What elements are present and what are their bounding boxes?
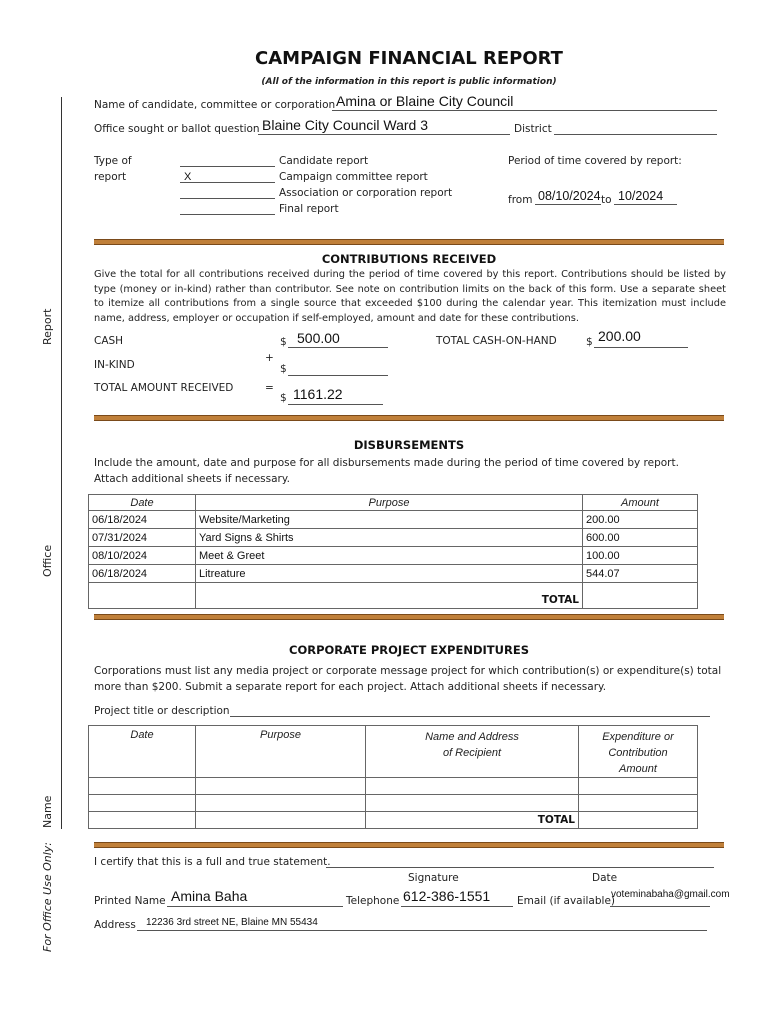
printed-name-field[interactable] [167, 906, 343, 907]
report-type-label-2: report [94, 171, 127, 183]
email-label: Email (if available) [517, 895, 616, 907]
disbursement-purpose[interactable]: Meet & Greet [196, 547, 583, 565]
disbursement-purpose[interactable]: Litreature [196, 565, 583, 583]
section-divider [94, 415, 724, 421]
district-label: District [514, 123, 552, 135]
corporate-date-cell[interactable] [89, 795, 196, 812]
signature-label: Signature [408, 872, 459, 884]
corporate-purpose-cell[interactable] [196, 795, 366, 812]
disbursement-amount[interactable]: 100.00 [583, 547, 698, 565]
telephone-value: 612-386-1551 [403, 888, 491, 904]
report-type-mark: X [184, 171, 192, 183]
report-type-option: Candidate report [279, 155, 369, 167]
office-sought-field[interactable] [258, 134, 510, 135]
empty-cell [196, 812, 366, 829]
corporate-amount-cell[interactable] [579, 795, 698, 812]
inkind-field[interactable] [288, 375, 388, 376]
signature-field[interactable] [326, 867, 714, 868]
disbursement-date[interactable]: 06/18/2024 [89, 511, 196, 529]
disbursement-date[interactable]: 07/31/2024 [89, 529, 196, 547]
cash-on-hand-field[interactable] [594, 347, 688, 348]
cash-on-hand-dollar: $ [586, 336, 593, 348]
cash-value: 500.00 [297, 330, 340, 346]
office-sought-label: Office sought or ballot question [94, 123, 260, 135]
period-to-label: to [601, 194, 612, 206]
disbursement-amount[interactable]: 200.00 [583, 511, 698, 529]
period-from-field[interactable] [535, 204, 601, 205]
project-title-field[interactable] [230, 716, 710, 717]
table-row [89, 565, 698, 583]
period-from-label: from [508, 194, 533, 206]
page-title: CAMPAIGN FINANCIAL REPORT [255, 48, 563, 69]
column-header-date: Date [89, 495, 196, 511]
telephone-label: Telephone [346, 895, 400, 907]
office-sought-value: Blaine City Council Ward 3 [262, 117, 428, 133]
disbursements-total-label: TOTAL [196, 583, 583, 609]
corporate-total-value[interactable] [579, 812, 698, 829]
page-subtitle: (All of the information in this report is public information) [261, 77, 557, 87]
period-from-value: 08/10/2024 [538, 189, 601, 203]
amount-header-line: Contribution [608, 747, 668, 759]
disbursements-heading: DISBURSEMENTS [353, 438, 465, 452]
total-received-value: 1161.22 [293, 386, 343, 402]
office-use-report-label: Report [41, 308, 54, 345]
certification-statement: I certify that this is a full and true statement. [94, 856, 331, 868]
total-received-field[interactable] [288, 404, 383, 405]
amount-header-line: Expenditure or [602, 731, 674, 743]
corporate-total-label: TOTAL [366, 812, 579, 829]
column-header-purpose: Purpose [196, 495, 583, 511]
office-use-title: For Office Use Only: [41, 842, 54, 952]
corporate-date-cell[interactable] [89, 778, 196, 795]
disbursement-purpose[interactable]: Yard Signs & Shirts [196, 529, 583, 547]
total-dollar: $ [280, 392, 287, 404]
report-type-label-1: Type of [94, 155, 132, 167]
report-type-checkbox[interactable] [180, 182, 275, 183]
report-type-checkbox[interactable] [180, 198, 275, 199]
corporate-table [88, 725, 698, 829]
column-header-purpose: Purpose [196, 726, 366, 778]
address-field[interactable] [137, 930, 707, 931]
corporate-recipient-cell[interactable] [366, 795, 579, 812]
cash-on-hand-label: TOTAL CASH-ON-HAND [436, 335, 557, 347]
table-row [89, 529, 698, 547]
candidate-name-value: Amina or Blaine City Council [336, 93, 514, 109]
period-to-value: 10/2024 [618, 189, 664, 203]
date-label: Date [592, 872, 618, 884]
table-row [89, 511, 698, 529]
disbursement-amount[interactable]: 544.07 [583, 565, 698, 583]
disbursements-total-value[interactable] [583, 583, 698, 609]
period-to-field[interactable] [614, 204, 677, 205]
disbursement-amount[interactable]: 600.00 [583, 529, 698, 547]
cash-field[interactable] [288, 347, 388, 348]
corporate-recipient-cell[interactable] [366, 778, 579, 795]
candidate-name-field[interactable] [332, 110, 717, 111]
office-use-office-label: Office [41, 544, 54, 577]
inkind-plus: + [265, 352, 274, 364]
disbursement-date[interactable]: 08/10/2024 [89, 547, 196, 565]
printed-name-label: Printed Name [94, 895, 166, 907]
recipient-header-line: Name and Address [425, 731, 519, 743]
period-label: Period of time covered by report: [508, 155, 682, 167]
column-header-recipient [366, 726, 579, 778]
table-row [89, 778, 698, 795]
report-type-checkbox[interactable] [180, 214, 275, 215]
column-header-amount: Amount [583, 495, 698, 511]
total-equals: = [265, 382, 274, 394]
email-value: voteminabaha@gmail.com [611, 889, 730, 900]
office-use-rule [61, 97, 62, 829]
report-type-option: Campaign committee report [279, 171, 428, 183]
total-row [89, 812, 698, 829]
cash-on-hand-value: 200.00 [598, 328, 641, 344]
section-divider [94, 842, 724, 848]
disbursements-table [88, 494, 698, 609]
address-label: Address [94, 919, 136, 931]
report-type-checkbox[interactable] [180, 166, 275, 167]
disbursement-purpose[interactable]: Website/Marketing [196, 511, 583, 529]
disbursement-date[interactable]: 06/18/2024 [89, 565, 196, 583]
email-field[interactable] [610, 906, 710, 907]
section-divider [94, 614, 724, 620]
total-received-label: TOTAL AMOUNT RECEIVED [94, 382, 234, 394]
project-title-label: Project title or description [94, 705, 230, 717]
cash-dollar: $ [280, 336, 287, 348]
empty-cell [89, 583, 196, 609]
contributions-instructions: Give the total for all contributions received during the period of time covered by this report. Contributions should be listed by type (money or in-kind) rather than contributor. See note on contribution limits on the back of this form. Use a separate sheet to itemize all contributions from a single source that exceeded $100 during the calendar year. This itemization must include name, address, employer or occupation if self-employed, amount and date for these contributions. [94, 269, 726, 324]
printed-name-value: Amina Baha [171, 888, 248, 904]
district-field[interactable] [554, 134, 717, 135]
corporate-instructions-1: Corporations must list any media project or corporate message project for which contribution(s) or expenditure(s) total [94, 665, 722, 677]
report-type-option: Final report [279, 203, 339, 215]
telephone-field[interactable] [401, 906, 513, 907]
amount-header-line: Amount [619, 763, 657, 775]
office-use-name-label: Name [41, 795, 54, 828]
inkind-label: IN-KIND [94, 359, 135, 371]
cash-label: CASH [94, 335, 124, 347]
address-value: 12236 3rd street NE, Blaine MN 55434 [146, 917, 318, 928]
inkind-dollar: $ [280, 363, 287, 375]
corporate-instructions-2: more than $200. Submit a separate report for each project. Attach additional sheets if necessary. [94, 681, 607, 693]
column-header-date: Date [89, 726, 196, 778]
table-row [89, 795, 698, 812]
report-type-option: Association or corporation report [279, 187, 453, 199]
total-row [89, 583, 698, 609]
candidate-name-label: Name of candidate, committee or corporation [94, 99, 336, 111]
table-row [89, 547, 698, 565]
corporate-heading: CORPORATE PROJECT EXPENDITURES [289, 643, 529, 657]
corporate-amount-cell[interactable] [579, 778, 698, 795]
disbursements-instructions-1: Include the amount, date and purpose for all disbursements made during the period of time covered by report. [94, 457, 679, 469]
section-divider [94, 239, 724, 245]
column-header-amount [579, 726, 698, 778]
recipient-header-line: of Recipient [442, 747, 502, 759]
disbursements-instructions-2: Attach additional sheets if necessary. [94, 473, 290, 485]
corporate-purpose-cell[interactable] [196, 778, 366, 795]
contributions-heading: CONTRIBUTIONS RECEIVED [321, 252, 497, 266]
empty-cell [89, 812, 196, 829]
